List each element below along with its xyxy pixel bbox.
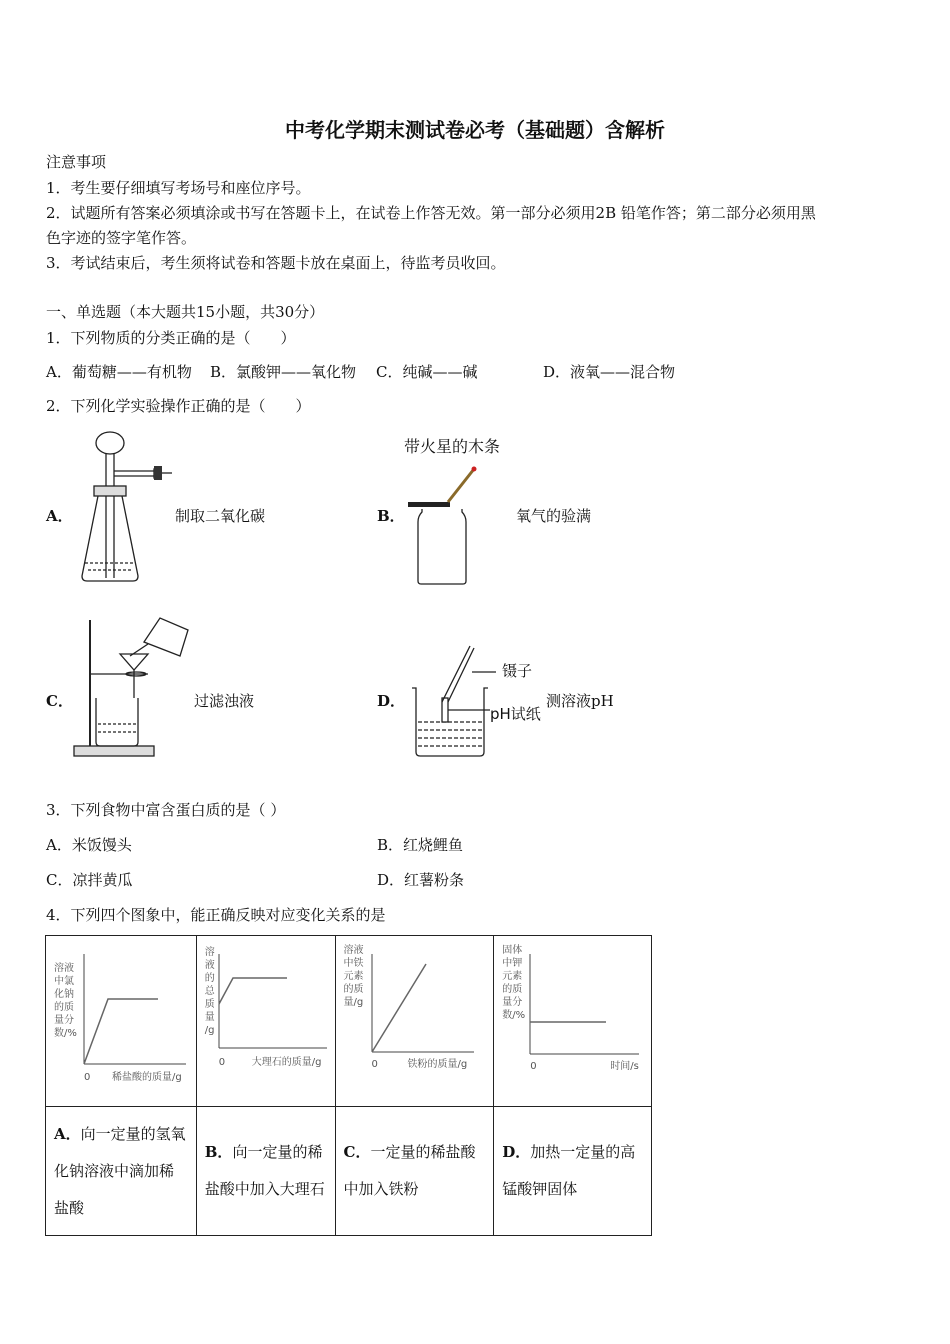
q4-answer-a: A．向一定量的氢氧化钠溶液中滴加稀盐酸: [46, 1107, 197, 1236]
q2-b-figure-label: 带火星的木条: [404, 437, 501, 456]
q2-d-letter: D．: [377, 692, 406, 710]
notice-item-2-cont: 色字迹的签字笔作答。: [46, 229, 197, 247]
q3-option-a: A．米饭馒头: [46, 836, 132, 854]
q2-d-figure-label-tweezers: 镊子: [502, 662, 533, 680]
section-heading: 一、单选题（本大题共15小题，共30分）: [46, 303, 325, 321]
q2-a-figure: [70, 428, 180, 588]
q1-stem: 1．下列物质的分类正确的是（ ）: [46, 329, 296, 347]
q4-graph-b: [196, 936, 335, 1107]
notice-item-1: 1．考生要仔细填写考场号和座位序号。: [46, 179, 311, 197]
q4-table: [45, 935, 652, 1236]
q4-graph-b-xlabel: 大理石的质量/g: [251, 1057, 322, 1068]
q1-option-b: B．氯酸钾——氧化物: [210, 363, 357, 381]
q2-a-text: 制取二氧化碳: [175, 507, 266, 525]
q4-graph-d-xlabel: 时间/s: [610, 1061, 639, 1072]
q4-graph-c: [335, 936, 494, 1107]
q4-graph-c-origin: 0: [371, 1059, 378, 1070]
q2-b-figure: [404, 464, 484, 589]
q2-c-figure: [70, 612, 195, 760]
q2-b-letter: B．: [377, 507, 405, 525]
q2-d-figure-label-paper: pH试纸: [490, 705, 541, 723]
q4-graph-b-ylabel: 溶 液 的 总 质 量 /g: [204, 947, 215, 1036]
q4-graph-c-xlabel: 铁粉的质量/g: [407, 1059, 468, 1070]
q3-option-d: D．红薯粉条: [377, 871, 465, 889]
q1-option-c: C．纯碱——碱: [376, 363, 478, 381]
q3-stem: 3．下列食物中富含蛋白质的是（ ）: [46, 801, 286, 819]
q2-b-text: 氧气的验满: [516, 507, 592, 525]
q4-graph-c-ylabel: 溶液 中铁 元素 的质 量/g: [343, 945, 364, 1008]
q4-graph-a-ylabel: 溶液 中氯 化钠 的质 量分 数/%: [54, 963, 77, 1039]
q2-stem: 2．下列化学实验操作正确的是（ ）: [46, 397, 311, 415]
q4-graph-d-ylabel: 固体 中钾 元素 的质 量分 数/%: [502, 945, 526, 1021]
notice-item-2: 2．试题所有答案必须填涂或书写在答题卡上，在试卷上作答无效。第一部分必须用2B 铅笔作答；第二部分必须用黑: [46, 204, 816, 222]
q4-answer-c: C．一定量的稀盐酸中加入铁粉: [335, 1107, 494, 1236]
q4-graph-a-origin: 0: [84, 1072, 91, 1083]
q4-stem: 4．下列四个图象中，能正确反映对应变化关系的是: [46, 906, 386, 924]
q1-option-d: D．液氧——混合物: [543, 363, 676, 381]
q2-d-figure: [404, 640, 504, 760]
q4-graph-d-origin: 0: [530, 1061, 537, 1072]
q4-graph-a-xlabel: 稀盐酸的质量/g: [112, 1072, 182, 1083]
q2-c-letter: C．: [46, 692, 73, 710]
q2-d-text: 测溶液pH: [546, 692, 614, 710]
q3-option-b: B．红烧鲤鱼: [377, 836, 464, 854]
q2-a-letter: A．: [46, 507, 73, 525]
q4-graph-d: [494, 936, 652, 1107]
notice-item-3: 3．考试结束后，考生须将试卷和答题卡放在桌面上，待监考员收回。: [46, 254, 506, 272]
q3-option-c: C．凉拌黄瓜: [46, 871, 133, 889]
q4-answer-d: D．加热一定量的高锰酸钾固体: [494, 1107, 652, 1236]
q4-graph-a: [46, 936, 197, 1107]
q2-c-text: 过滤浊液: [194, 692, 255, 710]
notice-heading: 注意事项: [46, 153, 107, 171]
page-title: 中考化学期末测试卷必考（基础题）含解析: [285, 118, 665, 142]
q4-graph-b-origin: 0: [218, 1057, 226, 1068]
q4-answer-b: B．向一定量的稀盐酸中加入大理石: [196, 1107, 335, 1236]
q1-option-a: A．葡萄糖——有机物: [46, 363, 192, 381]
